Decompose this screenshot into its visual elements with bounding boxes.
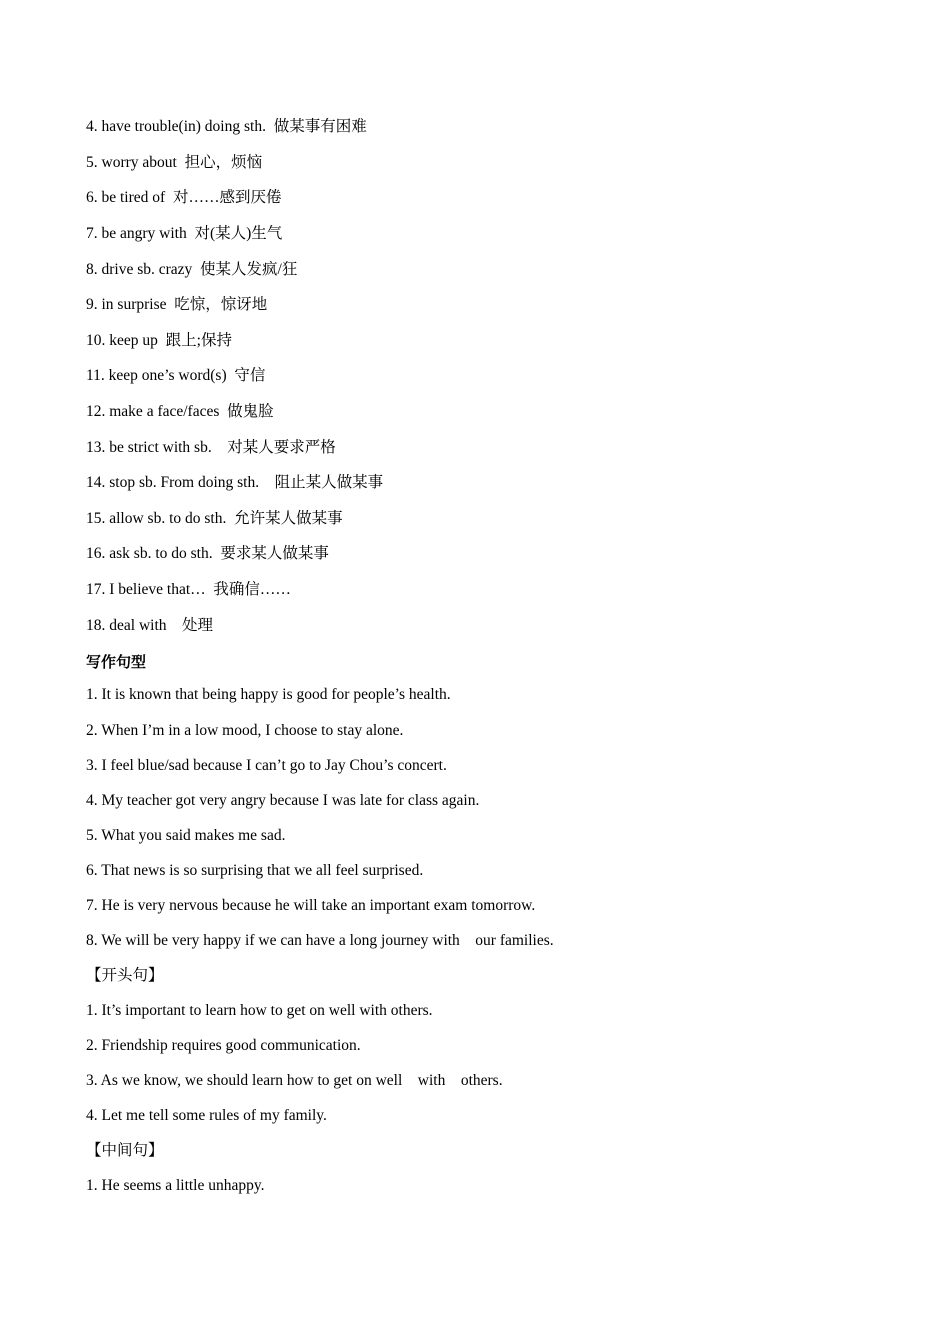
phrase-item: 5. worry about 担心，烦恼 (86, 154, 263, 171)
phrase-item: 10. keep up 跟上;保持 (86, 332, 232, 349)
phrase-item: 13. be strict with sb. 对某人要求严格 (86, 439, 336, 456)
phrase-item: 15. allow sb. to do sth. 允许某人做某事 (86, 510, 343, 527)
phrase-item: 18. deal with 处理 (86, 617, 213, 634)
phrase-item: 14. stop sb. From doing sth. 阻止某人做某事 (86, 474, 384, 491)
opening-sentence: 2. Friendship requires good communication. (86, 1037, 361, 1054)
phrase-item: 6. be tired of 对……感到厌倦 (86, 189, 282, 206)
phrase-item: 11. keep one’s word(s) 守信 (86, 367, 266, 384)
writing-sentence: 5. What you said makes me sad. (86, 827, 286, 844)
phrase-item: 7. be angry with 对(某人)生气 (86, 225, 283, 242)
phrase-item: 12. make a face/faces 做鬼脸 (86, 403, 274, 420)
writing-sentence: 2. When I’m in a low mood, I choose to stay alone. (86, 722, 404, 739)
opening-sentence: 1. It’s important to learn how to get on well with others. (86, 1002, 433, 1019)
middle-sentence: 1. He seems a little unhappy. (86, 1177, 265, 1194)
writing-sentence: 1. It is known that being happy is good for people’s health. (86, 686, 451, 703)
opening-sentence: 4. Let me tell some rules of my family. (86, 1107, 327, 1124)
writing-sentence: 4. My teacher got very angry because I was late for class again. (86, 792, 480, 809)
opening-sentence: 3. As we know, we should learn how to get on well with others. (86, 1072, 503, 1089)
section-heading-middle: 【中间句】 (86, 1142, 164, 1159)
phrase-item: 4. have trouble(in) doing sth. 做某事有困难 (86, 118, 367, 135)
phrase-item: 16. ask sb. to do sth. 要求某人做某事 (86, 545, 329, 562)
phrase-item: 17. I believe that… 我确信…… (86, 581, 291, 598)
section-heading-opening: 【开头句】 (86, 967, 164, 984)
writing-sentence: 3. I feel blue/sad because I can’t go to Jay Chou’s concert. (86, 757, 447, 774)
writing-sentence: 8. We will be very happy if we can have a long journey with our families. (86, 932, 554, 949)
phrase-item: 8. drive sb. crazy 使某人发疯/狂 (86, 261, 298, 278)
writing-sentence: 7. He is very nervous because he will take an important exam tomorrow. (86, 897, 536, 914)
phrase-item: 9. in surprise 吃惊，惊讶地 (86, 296, 268, 313)
writing-sentence: 6. That news is so surprising that we all feel surprised. (86, 862, 424, 879)
section-heading-writing: 写作句型 (86, 653, 147, 671)
